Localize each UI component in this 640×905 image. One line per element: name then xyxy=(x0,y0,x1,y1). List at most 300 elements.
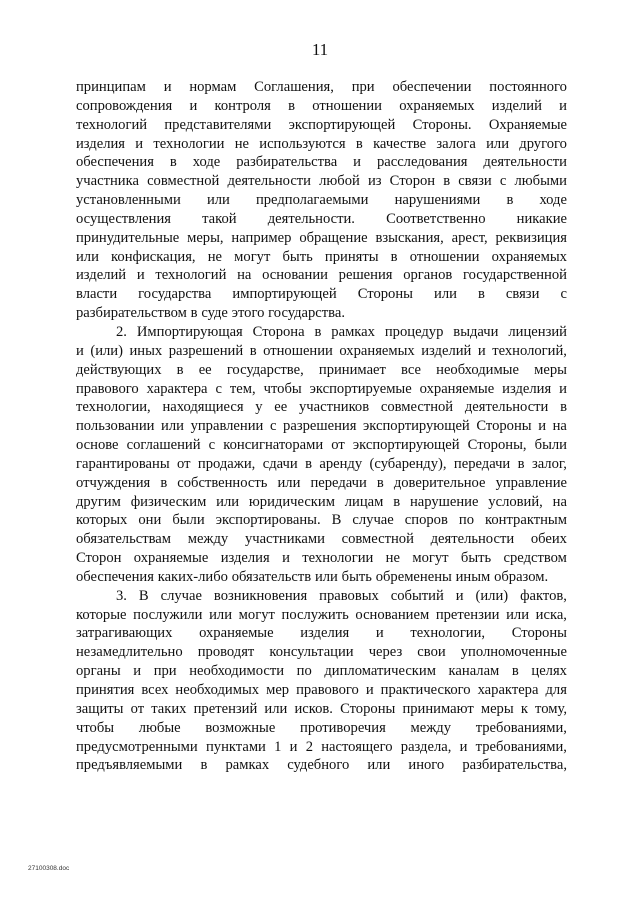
word: охраняемые xyxy=(419,380,495,397)
word: или xyxy=(76,248,99,265)
word: государства xyxy=(138,286,212,303)
word: между xyxy=(187,531,229,548)
word: принципам xyxy=(76,79,146,95)
word: и xyxy=(189,97,198,114)
word: экспортированы. xyxy=(215,512,321,529)
word: они xyxy=(138,512,162,529)
word: технологий xyxy=(155,267,227,284)
word: отношении xyxy=(263,342,333,359)
word: Импортирующая xyxy=(136,323,243,340)
word: проводят xyxy=(197,644,255,661)
word: в xyxy=(314,323,322,340)
word: и xyxy=(353,154,361,171)
word: изделия xyxy=(502,380,552,397)
text-line xyxy=(76,474,567,493)
word: в xyxy=(390,248,398,265)
text-line xyxy=(76,342,567,361)
word: тому, xyxy=(535,700,567,717)
text-line xyxy=(76,229,567,248)
word: и xyxy=(459,738,468,755)
word: нарушение xyxy=(409,493,479,510)
word: в xyxy=(355,135,363,152)
word: отношении xyxy=(312,97,382,114)
word: и xyxy=(559,380,567,397)
word: например xyxy=(231,229,292,246)
text-line xyxy=(76,304,567,323)
word: в xyxy=(443,173,451,190)
word: расследования xyxy=(376,154,468,171)
word: предусмотренными xyxy=(76,738,198,755)
word: приняты xyxy=(324,248,379,265)
word: другого xyxy=(519,135,567,152)
text-line xyxy=(76,361,567,380)
word: качестве xyxy=(373,135,427,152)
text-line xyxy=(76,493,567,512)
word: экспортирующей xyxy=(363,418,470,435)
word: доверительное xyxy=(393,474,486,491)
word: принудительные xyxy=(76,229,180,246)
text-line xyxy=(76,700,567,719)
word: каких-либо xyxy=(157,568,228,585)
word: органов xyxy=(403,267,453,284)
word: в xyxy=(160,474,168,491)
word: ходе xyxy=(539,192,567,209)
word: в xyxy=(560,399,567,416)
word: деятельности xyxy=(430,531,515,548)
word: чтобы xyxy=(76,719,115,736)
word: Стороны. xyxy=(412,116,472,133)
word: обеих xyxy=(530,531,567,548)
word: иска, xyxy=(535,606,567,623)
word: принятия xyxy=(76,682,135,698)
text-line xyxy=(76,530,567,549)
word: для xyxy=(545,682,567,698)
word: или xyxy=(506,606,530,623)
word: Сторона xyxy=(252,323,305,340)
word: рамках xyxy=(225,757,270,774)
word: быть xyxy=(282,248,313,265)
word: государстве, xyxy=(226,361,304,378)
word: лицензий xyxy=(508,323,567,340)
word: государства. xyxy=(268,305,345,322)
word: технологии, xyxy=(410,625,486,642)
word: не xyxy=(207,248,223,265)
word: реквизиция xyxy=(495,229,567,246)
word: технологии xyxy=(153,135,225,152)
word: на xyxy=(237,267,252,284)
word: рамках xyxy=(331,323,375,340)
word: уполномоченные xyxy=(460,644,567,661)
text-line xyxy=(76,624,567,643)
word: у xyxy=(255,399,263,416)
word: правовых xyxy=(319,587,379,604)
text-line xyxy=(76,78,567,97)
word: такой xyxy=(202,210,237,227)
word: обязательствам xyxy=(76,531,171,548)
word: используются xyxy=(259,135,346,152)
word: от xyxy=(130,700,145,717)
word: всех xyxy=(141,682,169,698)
word: охраняемых xyxy=(399,97,475,114)
word: быть xyxy=(460,550,492,567)
word: конфискация, xyxy=(111,248,196,265)
word: необходимости xyxy=(189,663,285,680)
word: нарушениями xyxy=(394,192,481,209)
word: возникновения xyxy=(213,587,308,604)
word: или xyxy=(216,493,240,510)
word: технологий, xyxy=(492,342,567,359)
word: власти xyxy=(76,286,118,303)
word: технологии, xyxy=(76,399,151,416)
word: изделия xyxy=(300,625,350,642)
document-body xyxy=(76,78,567,775)
word: суде xyxy=(201,305,228,322)
text-line xyxy=(76,172,567,191)
word: совместной xyxy=(341,531,414,548)
word: экспортирующей xyxy=(288,116,396,133)
word: экспортируемые xyxy=(309,380,412,397)
word: в xyxy=(176,361,184,378)
text-line xyxy=(76,323,567,342)
word: консультации xyxy=(269,644,354,661)
word: решения xyxy=(338,267,393,284)
word: консигнаторами xyxy=(223,437,324,454)
word: или xyxy=(206,192,230,209)
word: основании xyxy=(262,267,328,284)
text-line xyxy=(76,285,567,304)
word: Стороны xyxy=(511,625,567,642)
word: незамедлительно xyxy=(76,644,183,661)
text-line xyxy=(76,97,567,116)
word: физическим xyxy=(130,493,207,510)
word: в xyxy=(506,192,514,209)
word: меры, xyxy=(187,229,224,246)
text-line xyxy=(76,191,567,210)
word: участниками xyxy=(244,531,325,548)
word: и xyxy=(163,79,172,95)
word: в xyxy=(288,97,296,114)
text-line xyxy=(76,549,567,568)
word: средством xyxy=(503,550,567,567)
word: чтобы xyxy=(263,380,302,397)
word: продажи, xyxy=(197,455,256,472)
word: мер xyxy=(266,682,290,698)
word: и xyxy=(136,267,145,284)
word: залога xyxy=(436,135,476,152)
word: из xyxy=(367,173,382,190)
word: в xyxy=(249,342,257,359)
word: не xyxy=(385,550,400,567)
word: в xyxy=(393,493,401,510)
word: пунктами xyxy=(205,738,266,755)
word: охраняемые xyxy=(133,550,209,567)
word: по xyxy=(458,512,474,529)
word: правового xyxy=(296,682,359,698)
word: обеспечении xyxy=(392,79,472,95)
word: связи xyxy=(458,173,492,190)
text-line xyxy=(76,436,567,455)
word: образом. xyxy=(494,568,549,585)
word: разрешения xyxy=(283,418,357,435)
word: пользовании xyxy=(76,418,155,435)
word: возможные xyxy=(205,719,276,736)
word: Сторон xyxy=(389,173,436,190)
word: охраняемых xyxy=(339,342,415,359)
word: ее xyxy=(198,361,212,378)
word: ее xyxy=(274,399,288,416)
word: послужить xyxy=(281,606,349,623)
word: любой xyxy=(319,173,360,190)
word: В xyxy=(331,512,342,529)
word: и xyxy=(455,587,464,604)
word: Охраняемые xyxy=(488,116,567,133)
word: при xyxy=(153,663,177,680)
word: требованиями, xyxy=(475,738,567,755)
word: никакие xyxy=(516,210,567,227)
word: лицам xyxy=(344,493,384,510)
word: или xyxy=(434,286,457,303)
word: на xyxy=(552,493,567,510)
word: Сторон xyxy=(76,550,122,567)
word: и xyxy=(135,135,144,152)
word: деятельности xyxy=(464,399,549,416)
word: технологий xyxy=(76,116,148,133)
word: разбирательством xyxy=(76,305,187,322)
word: и xyxy=(538,418,546,435)
word: с xyxy=(560,286,567,303)
word: при xyxy=(351,79,375,95)
word: обеспечения xyxy=(76,154,154,171)
text-line xyxy=(76,606,567,625)
word: быть xyxy=(341,568,372,585)
word: и xyxy=(477,342,486,359)
word: юридическим xyxy=(248,493,335,510)
word: Соответственно xyxy=(386,210,486,227)
word: отношении xyxy=(409,248,480,265)
word: участника xyxy=(76,173,139,190)
word: управление xyxy=(495,474,567,491)
word: фактов, xyxy=(520,587,567,604)
word: сопровождения xyxy=(76,97,173,114)
word: предъявляемыми xyxy=(76,757,183,774)
word: требованиями, xyxy=(475,719,567,736)
word: арест, xyxy=(451,229,488,246)
word: экспортирующей xyxy=(352,437,460,454)
word: или xyxy=(277,474,301,491)
word: практического xyxy=(380,682,471,698)
word: взыскания, xyxy=(375,229,444,246)
word: или xyxy=(486,135,510,152)
word: принимает xyxy=(318,361,386,378)
text-line xyxy=(76,587,567,606)
word: и xyxy=(365,682,374,698)
text-line xyxy=(76,116,567,135)
word: гарантированы xyxy=(76,455,170,472)
word: были xyxy=(534,437,567,454)
word: между xyxy=(410,719,452,736)
word: через xyxy=(368,644,403,661)
word: иных xyxy=(129,342,163,359)
word: Соглашения, xyxy=(254,79,334,95)
word: могут xyxy=(234,248,271,265)
word: в xyxy=(376,474,384,491)
word: правового xyxy=(76,380,139,397)
word: случае xyxy=(352,512,394,529)
word: любые xyxy=(138,719,181,736)
word: были xyxy=(172,512,205,529)
text-line xyxy=(76,511,567,530)
word: установленными xyxy=(76,192,181,209)
word: с xyxy=(208,437,216,454)
word: раздела, xyxy=(400,738,452,755)
page-number: 11 xyxy=(311,40,329,59)
word: импортирующей xyxy=(232,286,337,303)
word: находящиеся xyxy=(162,399,244,416)
text-line xyxy=(76,398,567,417)
text-line xyxy=(76,455,567,474)
word: охраняемые xyxy=(199,625,274,642)
word: контрактным xyxy=(485,512,567,529)
word: охраняемых xyxy=(491,248,567,265)
footer-filename: 27100308.doc xyxy=(28,865,70,872)
word: и xyxy=(559,97,567,114)
text-line xyxy=(76,380,567,399)
word: Стороны xyxy=(340,700,396,717)
word: принимают xyxy=(402,700,474,717)
word: обременены xyxy=(375,568,452,585)
word: соглашений xyxy=(126,437,201,454)
word: основе xyxy=(76,437,119,454)
word: все xyxy=(401,361,421,378)
word: В xyxy=(138,587,149,604)
word: меры xyxy=(534,361,567,378)
word: участников xyxy=(298,399,370,416)
word: деятельности. xyxy=(267,210,355,227)
word: любыми xyxy=(514,173,567,190)
word: (или) xyxy=(90,342,123,359)
word: аренду xyxy=(319,455,363,472)
word: Стороны, xyxy=(467,437,527,454)
word: и xyxy=(282,550,290,567)
word: от xyxy=(177,455,191,472)
word: (субаренду), xyxy=(369,455,447,472)
word: обращение xyxy=(299,229,368,246)
word: разрешений xyxy=(168,342,244,359)
word: иного xyxy=(408,757,445,774)
word: свои xyxy=(417,644,446,661)
word: иным xyxy=(455,568,491,585)
word: Стороны xyxy=(476,418,532,435)
word: передачи xyxy=(453,455,511,472)
word: действующих xyxy=(76,361,162,378)
word: каналам xyxy=(448,663,500,680)
word: другим xyxy=(76,493,121,510)
word: затрагивающих xyxy=(76,625,173,642)
word: 3. xyxy=(116,587,127,604)
word: постоянного xyxy=(489,79,567,95)
word: сдачи xyxy=(262,455,298,472)
word: государственной xyxy=(462,267,567,284)
word: деятельности xyxy=(483,154,567,171)
word: которые xyxy=(76,606,127,623)
text-line xyxy=(76,738,567,757)
word: деятельности xyxy=(227,173,311,190)
word: или xyxy=(209,606,233,623)
word: целях xyxy=(531,663,567,680)
word: меры xyxy=(480,700,514,717)
word: этого xyxy=(231,305,265,322)
word: (или) xyxy=(475,587,509,604)
word: представителями xyxy=(164,116,272,133)
word: в xyxy=(200,757,208,774)
text-line xyxy=(76,568,567,587)
word: изделий xyxy=(76,267,127,284)
text-line xyxy=(76,266,567,285)
word: или xyxy=(161,418,184,435)
word: по xyxy=(296,663,312,680)
word: предполагаемыми xyxy=(255,192,369,209)
word: нормам xyxy=(189,79,237,95)
word: разбирательства xyxy=(236,154,338,171)
word: залог, xyxy=(531,455,567,472)
word: и xyxy=(375,625,384,642)
word: контроля xyxy=(214,97,271,114)
word: изделий xyxy=(491,97,542,114)
word: в xyxy=(511,663,519,680)
word: Стороны xyxy=(357,286,413,303)
text-line xyxy=(76,681,567,700)
word: выдачи xyxy=(453,323,499,340)
word: послужили xyxy=(133,606,203,623)
text-line xyxy=(76,719,567,738)
word: осуществления xyxy=(76,210,171,227)
word: технологии xyxy=(302,550,374,567)
word: исков. xyxy=(294,700,333,717)
word: настоящего xyxy=(321,738,393,755)
word: органы xyxy=(76,663,121,680)
text-line xyxy=(76,210,567,229)
word: необходимые xyxy=(436,361,519,378)
text-line xyxy=(76,662,567,681)
word: с xyxy=(499,173,507,190)
word: событий xyxy=(390,587,444,604)
text-line xyxy=(76,643,567,662)
word: от xyxy=(331,437,345,454)
word: претензий xyxy=(193,700,258,717)
word: дипломатическим xyxy=(324,663,436,680)
word: обязательств xyxy=(231,568,312,585)
word: судебного xyxy=(287,757,350,774)
word: на xyxy=(552,418,567,435)
word: обеспечения xyxy=(76,568,154,585)
word: 2 xyxy=(305,738,313,755)
word: основанием xyxy=(355,606,430,623)
word: к xyxy=(520,700,528,717)
word: претензии xyxy=(435,606,500,623)
word: которых xyxy=(76,512,128,529)
word: в xyxy=(517,455,525,472)
word: совместной xyxy=(380,399,454,416)
word: изделия xyxy=(76,135,126,152)
word: случае xyxy=(160,587,202,604)
word: условий, xyxy=(488,493,543,510)
word: изделия xyxy=(220,550,270,567)
word: в xyxy=(169,154,177,171)
word: или xyxy=(367,757,391,774)
word: собственность xyxy=(177,474,268,491)
word: не xyxy=(234,135,249,152)
word: и xyxy=(133,663,142,680)
